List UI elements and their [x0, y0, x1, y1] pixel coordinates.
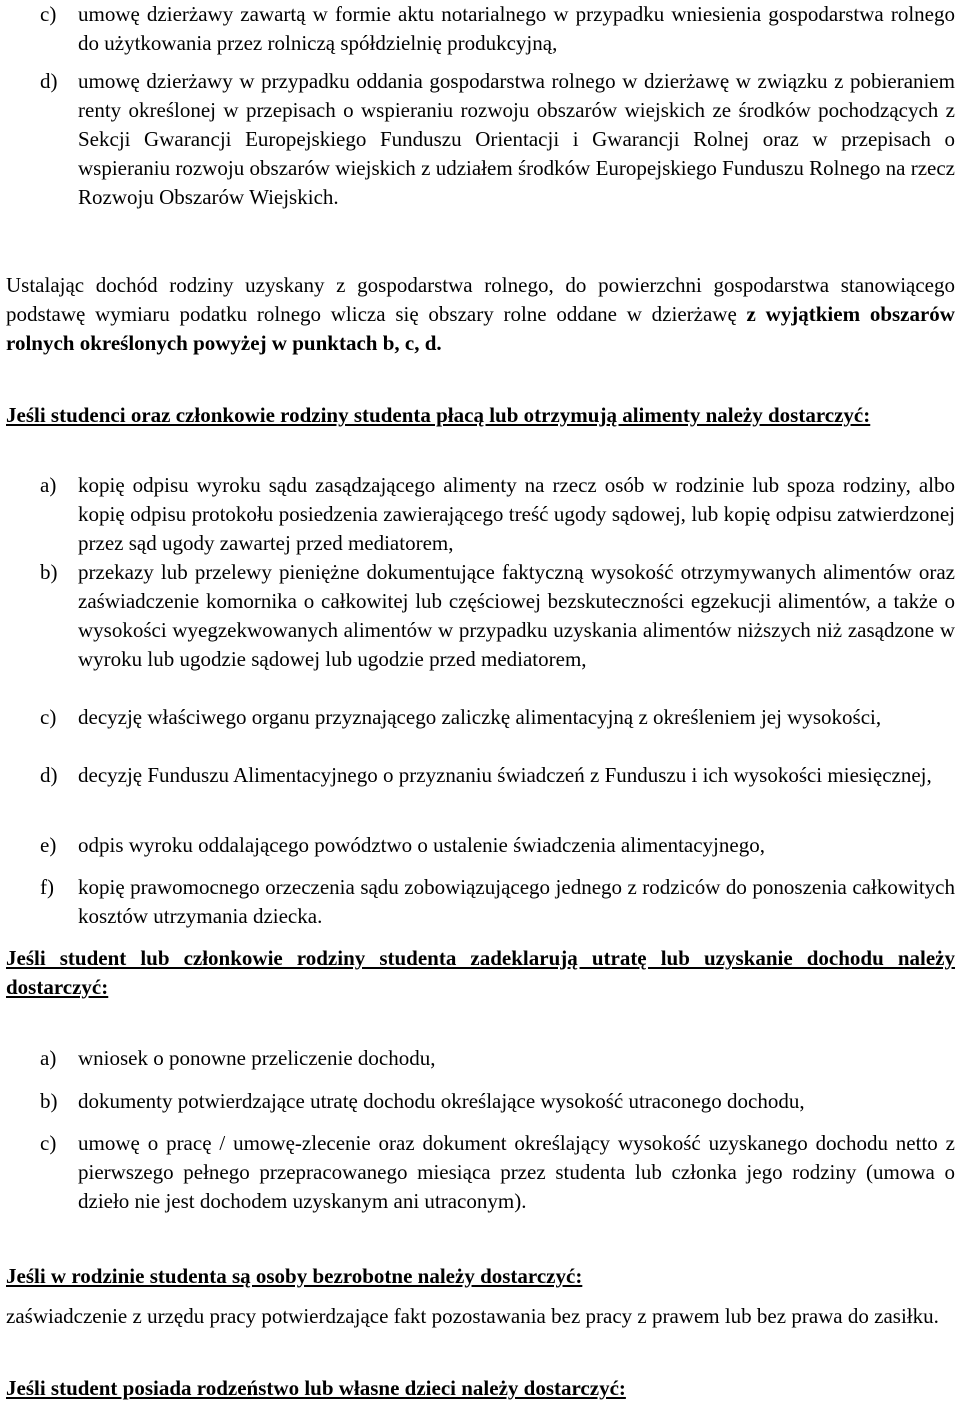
list-item-text: odpis wyroku oddalającego powództwo o ustalenie świadczenia alimentacyjnego, — [78, 833, 765, 857]
list-item-text: przekazy lub przelewy pieniężne dokumentujące faktyczną wysokość otrzymywanych alimentów oraz zaświadczenie komornika o całkowitej lub częściowej bezskuteczności egzekucji alimentów, a także o wysokości wyegzekwowanych alimentów w przypadku uzyskania alimentów niższych niż zasądzone w wyroku lub ugodzie sądowej lub ugodzie przed mediatorem, — [78, 560, 955, 671]
section-heading-unemployed: Jeśli w rodzinie studenta są osoby bezrobotne należy dostarczyć: — [6, 1264, 583, 1288]
list-item-label: e) — [40, 833, 57, 857]
list-item — [40, 1087, 955, 1116]
list-item — [40, 873, 955, 931]
list-item-text: umowę dzierżawy zawartą w formie aktu notarialnego w przypadku wniesienia gospodarstwa rolnego do użytkowania przez rolniczą spółdzielnię produkcyjną, — [78, 2, 955, 55]
list-item — [40, 831, 955, 860]
list-item-text: umowę dzierżawy w przypadku oddania gospodarstwa rolnego w dzierżawę w związku z pobieraniem renty określonej w przepisach o wspieraniu rozwoju obszarów wiejskich ze środków pochodzących z Sekcji Gwarancji Europejskiego Funduszu Orientacji i Gwarancji Rolnej oraz w przepisach o wspieraniu rozwoju obszarów wiejskich z udziałem środków Europejskiego Funduszu Rolnego na rzecz Rozwoju Obszarów Wiejskich. — [78, 69, 955, 209]
list-item — [40, 703, 955, 732]
list-item — [40, 558, 955, 674]
list-item-label: d) — [40, 69, 58, 93]
list-item — [40, 1044, 955, 1073]
list-item-label: a) — [40, 473, 57, 497]
list-item — [40, 471, 955, 558]
list-item-text: decyzję właściwego organu przyznającego zaliczkę alimentacyjną z określeniem jej wysokości, — [78, 705, 882, 729]
list-item — [40, 0, 955, 58]
list-item-text: dokumenty potwierdzające utratę dochodu określające wysokość utraconego dochodu, — [78, 1089, 805, 1113]
income-paragraph-text: Ustalając dochód rodziny uzyskany z gospodarstwa rolnego, do powierzchni gospodarstwa stanowiącego podstawę wymiaru podatku rolnego wlicza się obszary rolne oddane w dzierżawę — [6, 273, 955, 326]
list-item-label: d) — [40, 763, 58, 787]
list-item-label: c) — [40, 1131, 57, 1155]
section-heading-alimony: Jeśli studenci oraz członkowie rodziny studenta płacą lub otrzymują alimenty należy dostarczyć: — [6, 403, 871, 427]
list-item-text: umowę o pracę / umowę-zlecenie oraz dokument określający wysokość uzyskanego dochodu netto z pierwszego pełnego przepracowanego miesiąca przez studenta lub członka jego rodziny (umowa o dzieło nie jest dochodem uzyskanym ani utraconym). — [78, 1131, 955, 1213]
list-item-label: c) — [40, 2, 57, 26]
list-item-text: wniosek o ponowne przeliczenie dochodu, — [78, 1046, 436, 1070]
section-text-unemployed: zaświadczenie z urzędu pracy potwierdzające fakt pozostawania bez pracy z prawem lub bez prawa do zasiłku. — [6, 1304, 939, 1328]
list-item-text: kopię prawomocnego orzeczenia sądu zobowiązującego jednego z rodziców do ponoszenia całkowitych kosztów utrzymania dziecka. — [78, 875, 955, 928]
list-item — [40, 761, 955, 790]
list-item-label: b) — [40, 1089, 58, 1113]
list-item — [40, 1129, 955, 1216]
list-item-text: decyzję Funduszu Alimentacyjnego o przyznaniu świadczeń z Funduszu i ich wysokości miesięcznej, — [78, 763, 932, 787]
income-paragraph-bold: z wyjątkiem obszarów rolnych określonych powyżej w punktach b, c, d. — [6, 302, 955, 355]
list-item-label: f) — [40, 875, 54, 899]
list-item-label: a) — [40, 1046, 57, 1070]
income-paragraph — [6, 271, 955, 358]
list-item-label: b) — [40, 560, 58, 584]
list-item-text: kopię odpisu wyroku sądu zasądzającego alimenty na rzecz osób w rodzinie lub spoza rodziny, albo kopię odpisu protokołu posiedzenia zawierającego treść ugody sądowej, lub kopię odpisu zatwierdzonej przez sąd ugody zawartej przed mediatorem, — [78, 473, 955, 555]
list-item — [40, 67, 955, 212]
section-heading-income-change: Jeśli student lub członkowie rodziny studenta zadeklarują utratę lub uzyskanie dochodu należy dostarczyć: — [6, 946, 955, 999]
list-item-label: c) — [40, 705, 57, 729]
section-heading-siblings: Jeśli student posiada rodzeństwo lub własne dzieci należy dostarczyć: — [6, 1376, 626, 1400]
